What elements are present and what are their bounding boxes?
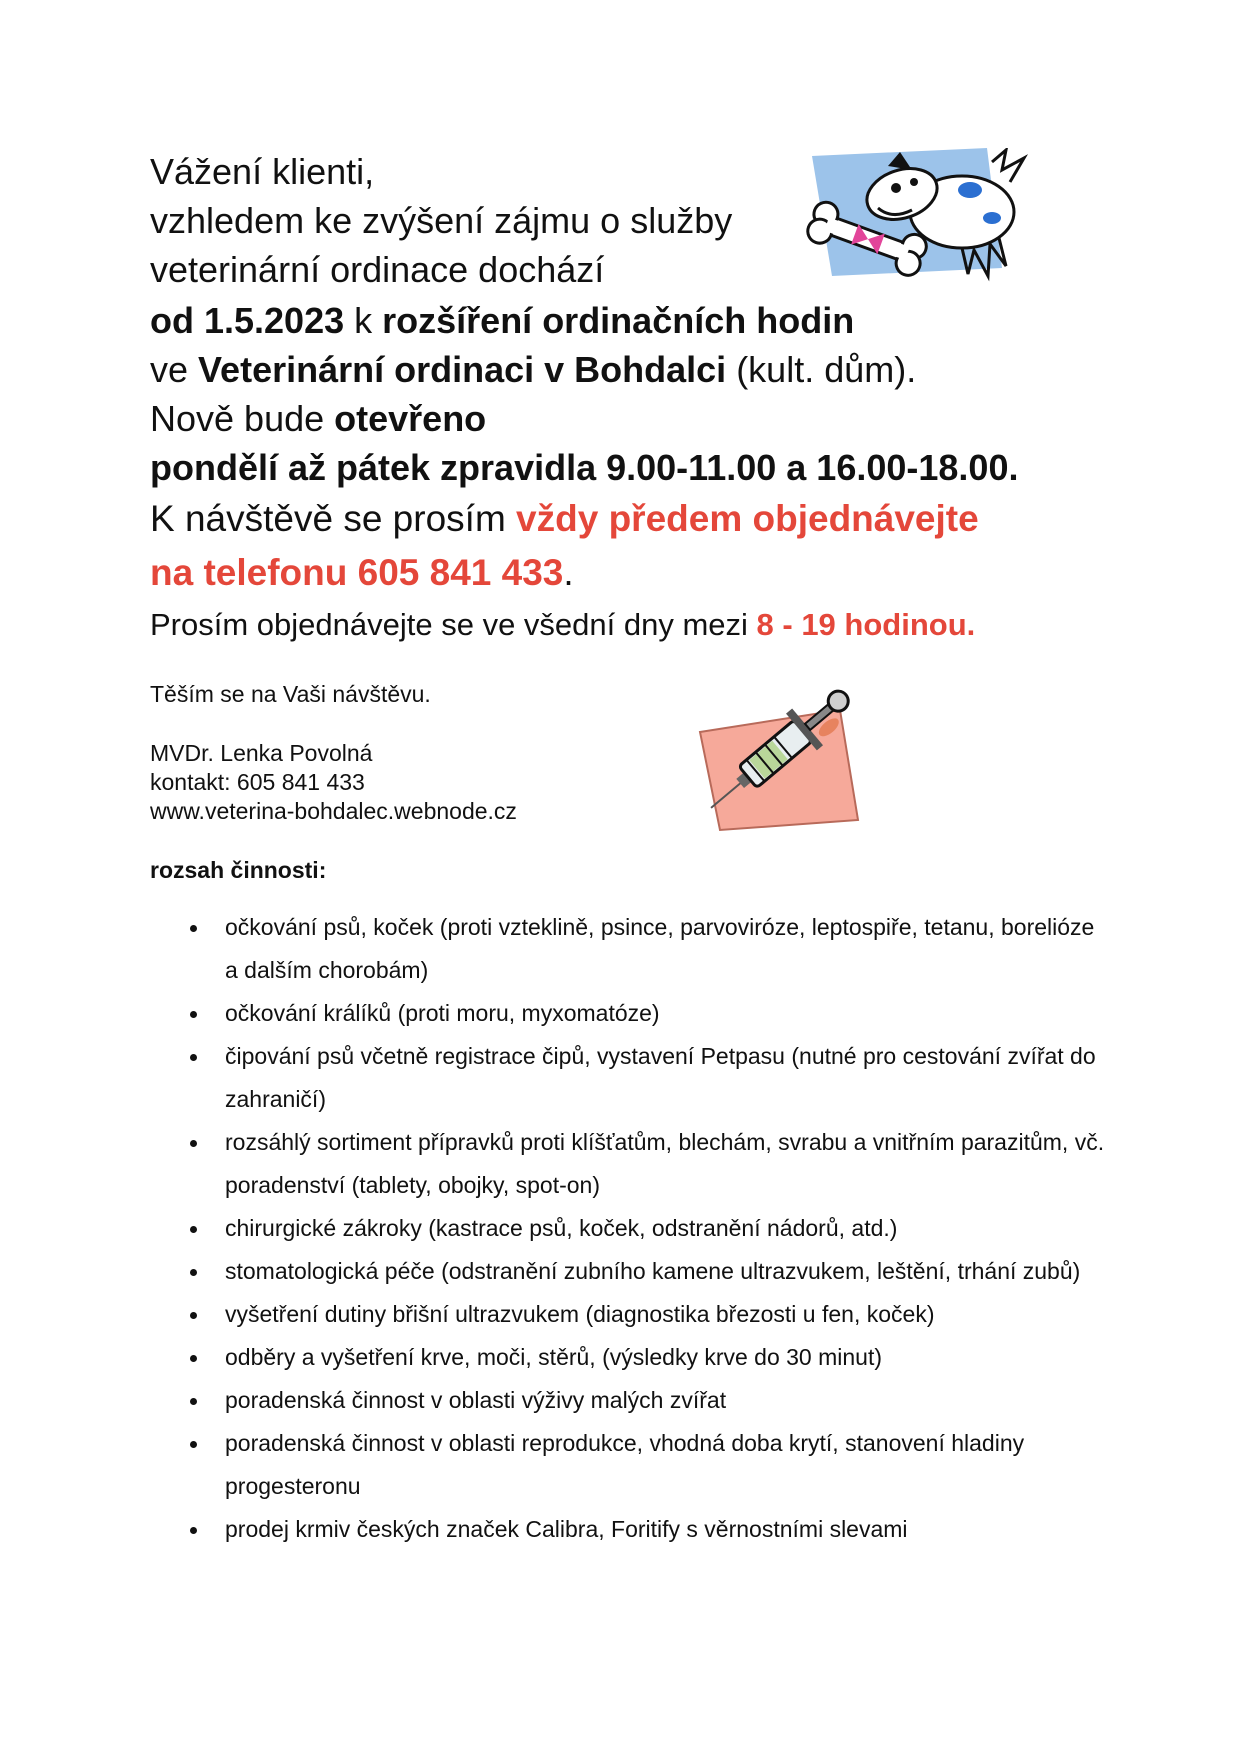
order-hours-line xyxy=(150,603,975,647)
list-item: chirurgické zákroky (kastrace psů, koček, odstranění nádorů, atd.) xyxy=(150,1207,1110,1250)
visit-line xyxy=(150,495,979,543)
phone-line xyxy=(150,549,574,597)
open-word: otevřeno xyxy=(334,398,487,439)
doctor-name: MVDr. Lenka Povolná xyxy=(150,740,373,766)
visit-prefix: K návštěvě se prosím xyxy=(150,498,517,539)
hours-extension: rozšíření ordinačních hodin xyxy=(382,300,855,341)
list-item: rozsáhlý sortiment přípravků proti klíšťatům, blechám, svrabu a vnitřním parazitům, vč. poradenství (tablety, obojky, spot-on) xyxy=(150,1121,1110,1207)
contact-phone: kontakt: 605 841 433 xyxy=(150,769,365,795)
greeting: Vážení klienti, xyxy=(150,151,375,192)
clinic-prefix: ve xyxy=(150,349,199,390)
phone-number: na telefonu 605 841 433 xyxy=(150,552,564,593)
open-line xyxy=(150,395,486,443)
list-item: poradenská činnost v oblasti reprodukce, vhodná doba krytí, stanovení hladiny progesteronu xyxy=(150,1422,1110,1508)
intro-line-2: veterinární ordinace dochází xyxy=(150,249,605,290)
syringe-icon xyxy=(690,670,870,840)
opening-hours: pondělí až pátek zpravidla 9.00-11.00 a 16.00-18.00. xyxy=(150,447,1019,488)
activities-heading: rozsah činnosti: xyxy=(150,857,327,883)
visit-order-notice: vždy předem objednávejte xyxy=(516,498,979,539)
list-item: poradenská činnost v oblasti výživy malých zvířat xyxy=(150,1379,1110,1422)
list-item: odběry a vyšetření krve, moči, stěrů, (výsledky krve do 30 minut) xyxy=(150,1336,1110,1379)
list-item: prodej krmiv českých značek Calibra, Foritify s věrnostními slevami xyxy=(150,1508,1110,1551)
website-link[interactable]: www.veterina-bohdalec.webnode.cz xyxy=(150,798,517,824)
list-item: stomatologická péče (odstranění zubního kamene ultrazvukem, leštění, trhání zubů) xyxy=(150,1250,1110,1293)
order-hours: 8 - 19 hodinou. xyxy=(756,607,976,642)
clinic-line xyxy=(150,346,916,394)
start-date-line xyxy=(150,297,854,345)
phone-dot: . xyxy=(563,552,574,593)
dog-with-bone-icon xyxy=(792,148,1032,283)
list-item: očkování psů, koček (proti vzteklině, psince, parvoviróze, leptospiře, tetanu, borelióze a dalším chorobám) xyxy=(150,906,1110,992)
activities-list xyxy=(150,906,1110,1551)
date-connector: k xyxy=(344,300,383,341)
order-prefix: Prosím objednávejte se ve všední dny mezi xyxy=(150,607,757,642)
list-item: čipování psů včetně registrace čipů, vystavení Petpasu (nutné pro cestování zvířat do zahraničí) xyxy=(150,1035,1110,1121)
start-date: od 1.5.2023 xyxy=(150,300,345,341)
list-item: vyšetření dutiny břišní ultrazvukem (diagnostika březosti u fen, koček) xyxy=(150,1293,1110,1336)
clinic-name: Veterinární ordinaci v Bohdalci xyxy=(198,349,727,390)
list-item: očkování králíků (proti moru, myxomatóze) xyxy=(150,992,1110,1035)
clinic-note: (kult. dům). xyxy=(726,349,917,390)
open-prefix: Nově bude xyxy=(150,398,335,439)
intro-line-1: vzhledem ke zvýšení zájmu o služby xyxy=(150,200,733,241)
closing-text: Těším se na Vaši návštěvu. xyxy=(150,681,431,707)
